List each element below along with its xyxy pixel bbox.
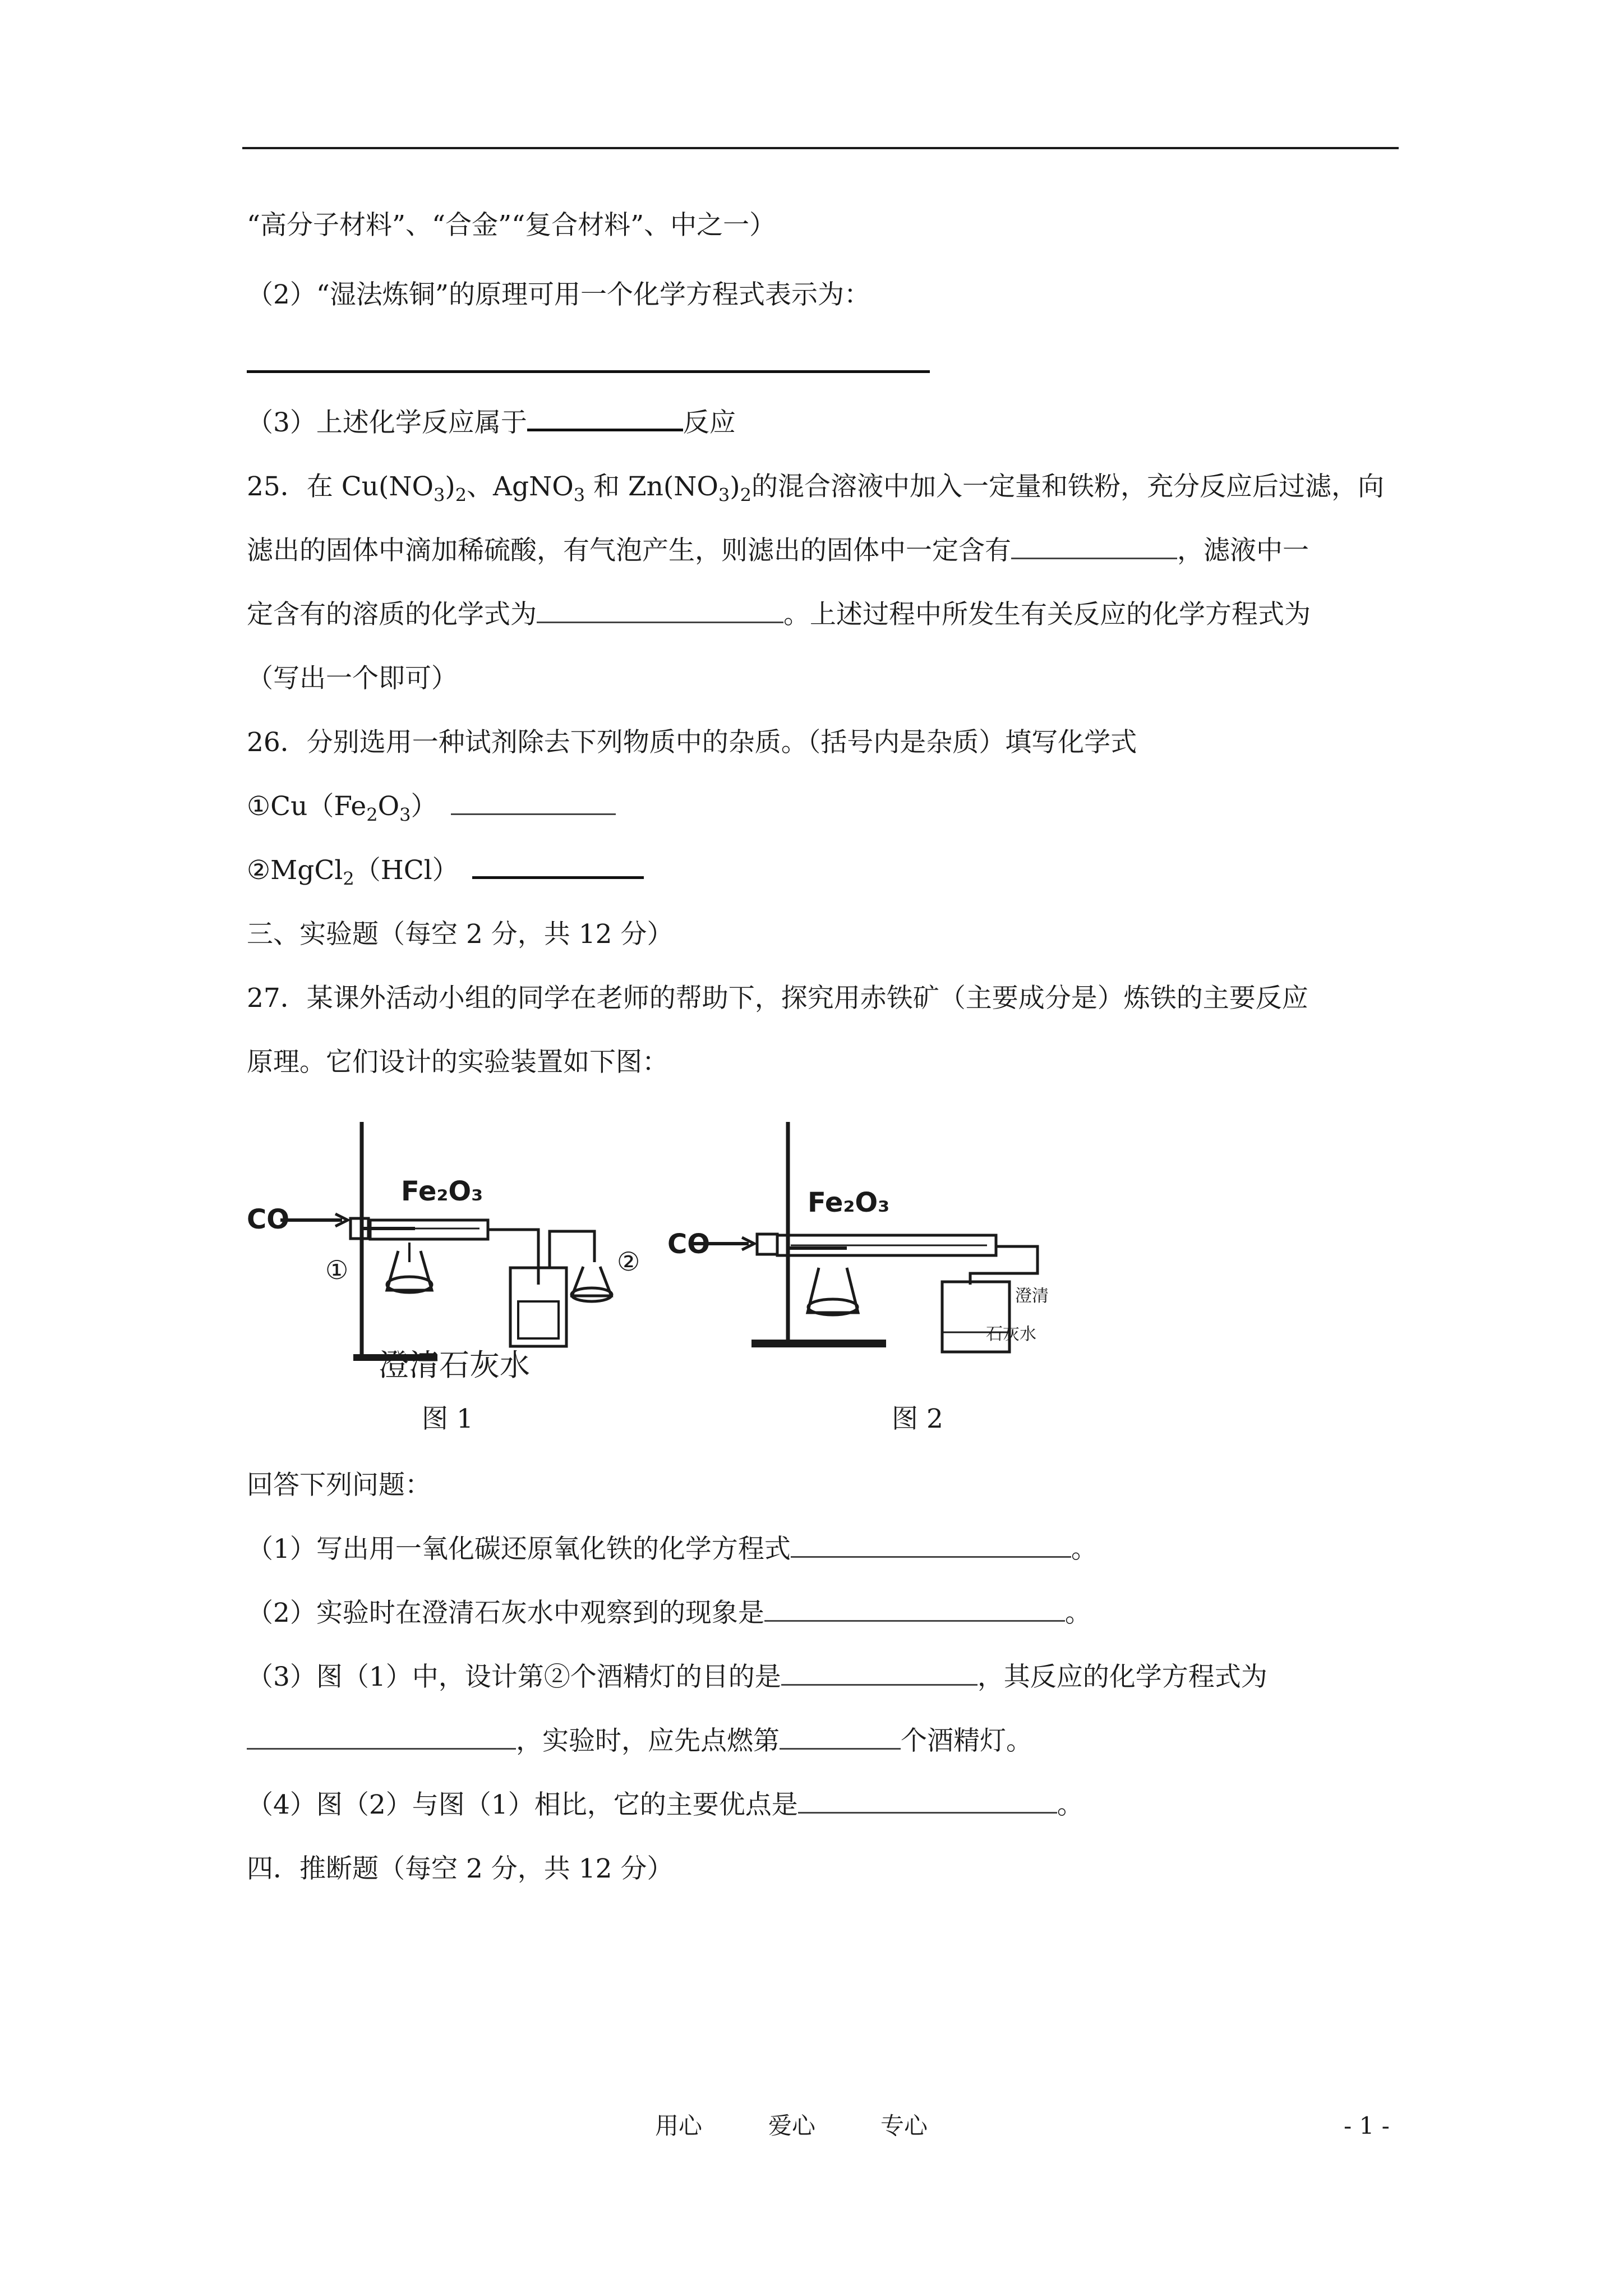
answer-blank [764, 1620, 1065, 1622]
question-26-1 [247, 790, 1402, 826]
footer-motto-2: 爱心 [768, 2112, 816, 2139]
answer-blank [798, 1812, 1057, 1814]
figure-1-apparatus [247, 1116, 673, 1380]
question-25-line-3 [247, 598, 1402, 632]
answer-blank [791, 1556, 1071, 1558]
q27-text: 。 [1057, 1789, 1083, 1820]
footer-motto-1: 用心 [655, 2112, 703, 2139]
question-25-line-4: （写出一个即可） [247, 663, 458, 694]
lime-water-label-a: 澄清 [1015, 1286, 1049, 1306]
lime-water-label-b: 石灰水 [986, 1324, 1036, 1344]
question-25-line-2 [247, 534, 1402, 568]
answer-blank [537, 622, 783, 623]
q25-text: 的混合溶液中加入一定量和铁粉，充分反应后过滤，向 [751, 471, 1384, 502]
question-26-2 [247, 854, 1402, 890]
section-3-heading: 三、实验题（每空 2 分，共 12 分） [247, 919, 674, 950]
subscript: 2 [343, 868, 354, 890]
q27-text: （2）实验时在澄清石灰水中观察到的现象是 [247, 1598, 764, 1628]
question-27-3 [247, 1660, 1402, 1694]
co-label-2: CO [667, 1228, 711, 1260]
footer-motto-3: 专心 [880, 2112, 928, 2139]
question-26: 26．分别选用一种试剂除去下列物质中的杂质。（括号内是杂质）填写化学式 [247, 727, 1137, 758]
figure-2-caption: 图 2 [892, 1404, 943, 1434]
q27-text: ，实验时，应先点燃第 [516, 1726, 780, 1756]
q27-text: 个酒精灯。 [901, 1726, 1032, 1756]
subscript: 2 [740, 484, 751, 506]
oxide-label-2: Fe₂O₃ [808, 1187, 890, 1218]
answer-blank [451, 813, 616, 815]
header-rule [242, 147, 1399, 149]
q27-text: 。 [1064, 1598, 1091, 1628]
q25-text: ，滤液中一 [1177, 535, 1309, 566]
answer-blank [527, 429, 683, 431]
question-24-3 [247, 406, 1402, 440]
q27-text: （4）图（2）与图（1）相比，它的主要优点是 [247, 1789, 798, 1820]
answer-intro: 回答下列问题： [247, 1470, 431, 1501]
question-27-3-cont [247, 1724, 1402, 1758]
subscript: 3 [433, 484, 445, 506]
q25-text: 25．在 Cu(NO [247, 471, 434, 502]
q25-text: 。上述过程中所发生有关反应的化学方程式为 [783, 599, 1311, 630]
q25-text: 和 Zn(NO [585, 471, 718, 502]
co-label-1: CO [247, 1204, 290, 1235]
q25-text: 滤出的固体中滴加稀硫酸，有气泡产生，则滤出的固体中一定含有 [247, 535, 1011, 566]
answer-blank [780, 1748, 901, 1750]
subscript: 2 [366, 804, 378, 826]
q24-3-text-end: 反应 [683, 407, 736, 438]
q26-text: O [377, 791, 400, 822]
q25-text: 定含有的溶质的化学式为 [247, 599, 537, 630]
question-27-2 [247, 1596, 1402, 1630]
question-27-line-1: 27．某课外活动小组的同学在老师的帮助下，探究用赤铁矿（主要成分是）炼铁的主要反应 [247, 983, 1308, 1014]
section-4-heading: 四．推断题（每空 2 分，共 12 分） [247, 1853, 674, 1884]
answer-blank-line [247, 370, 930, 373]
subscript: 3 [573, 484, 585, 506]
figure-1-caption: 图 1 [422, 1404, 473, 1434]
mark-2: ② [617, 1246, 640, 1277]
question-25-line-1 [247, 470, 1402, 504]
q25-text: ) [730, 471, 740, 502]
question-27-1 [247, 1533, 1402, 1566]
subscript: 3 [718, 484, 730, 506]
q26-text: ①Cu（Fe [247, 791, 367, 822]
figure-2-apparatus [667, 1116, 1105, 1374]
answer-blank [247, 1748, 516, 1750]
question-27-4 [247, 1788, 1402, 1822]
q27-text: ，其反应的化学方程式为 [977, 1662, 1267, 1692]
mark-1: ① [325, 1255, 349, 1285]
lime-water-label: 澄清石灰水 [379, 1347, 530, 1380]
q26-text: （HCl） [354, 855, 459, 886]
q24-3-text: （3）上述化学反应属于 [247, 407, 527, 438]
q26-text: ②MgCl [247, 855, 343, 886]
question-24-2: （2）“湿法炼铜”的原理可用一个化学方程式表示为： [247, 279, 870, 310]
q25-text: 、AgNO [467, 471, 574, 502]
answer-blank [781, 1684, 978, 1686]
answer-blank [472, 876, 644, 879]
subscript: 2 [455, 484, 467, 506]
subscript: 3 [399, 804, 411, 826]
answer-blank [1011, 558, 1177, 559]
q25-text: ) [445, 471, 455, 502]
text-line: “高分子材料”、“合金”“复合材料”、中之一） [247, 210, 776, 241]
q27-text: （1）写出用一氧化碳还原氧化铁的化学方程式 [247, 1534, 791, 1565]
page-number: - 1 - [1344, 2112, 1390, 2139]
q27-text: 。 [1071, 1534, 1098, 1565]
q27-text: （3）图（1）中，设计第②个酒精灯的目的是 [247, 1662, 781, 1692]
oxide-label-1: Fe₂O₃ [401, 1176, 483, 1207]
q26-text: ） [411, 791, 437, 822]
question-27-line-2: 原理。它们设计的实验装置如下图： [247, 1047, 668, 1078]
